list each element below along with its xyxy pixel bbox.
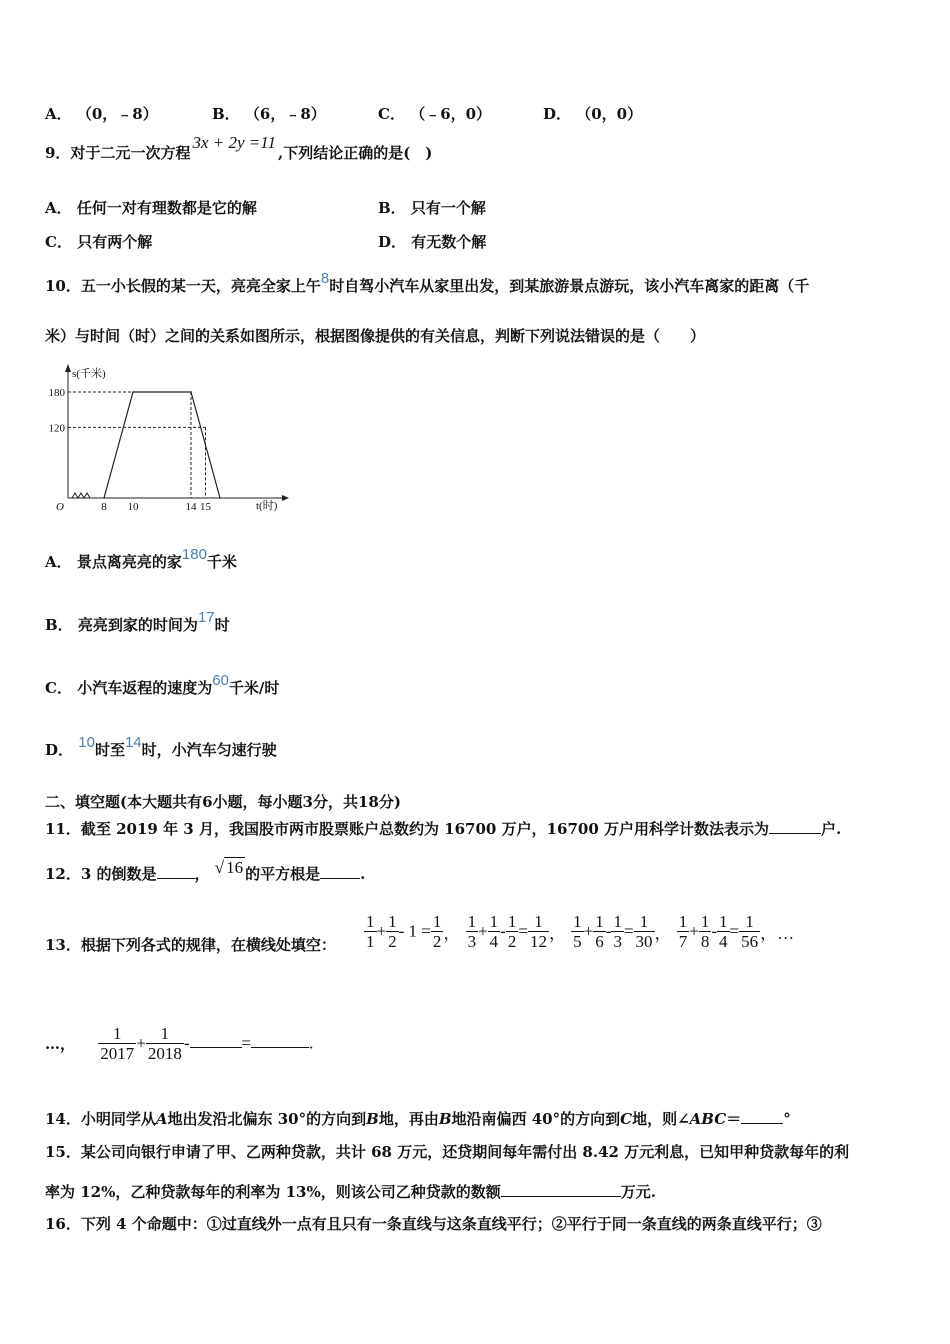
distance-point-1 (132, 391, 134, 393)
x-tick-10: 10 (127, 501, 139, 513)
q13-stem: 13．根据下列各式的规律，在横线处填空： (45, 936, 336, 954)
q12: 12．3 的倒数是 ， √ 16 的平方根是 . (45, 858, 366, 883)
q9-equation: 3x + 2y =11 (192, 133, 276, 152)
q10-option-c: C． 小汽车返程的速度为60千米/时 (45, 672, 280, 697)
q12-blank-1 (157, 862, 195, 879)
distance-series-line (104, 392, 220, 498)
q8-option-b: B． （6，﹣8） (212, 105, 326, 123)
x-tick-14: 14 (185, 501, 197, 513)
x-axis-label: t(时) (256, 500, 278, 512)
q15-line1: 15．某公司向银行申请了甲、乙两种贷款，共计 68 万元，还贷期间每年需付出 8.42 万元利息，已知甲种贷款每年的利 (45, 1143, 850, 1161)
q10-stem-line2: 米）与时间（时）之间的关系如图所示，根据图像提供的有关信息，判断下列说法错误的是（ ） (45, 327, 706, 345)
q8-option-d: D． （0，0） (543, 105, 643, 123)
q9-option-d: D． 有无数个解 (378, 233, 487, 251)
q11: 11．截至 2019 年 3 月，我国股市两市股票账户总数约为 16700 万户，16700 万户用科学计数法表示为 户. (45, 817, 841, 839)
distance-point-3 (219, 497, 221, 499)
q10-stem-line1: 10．五一小长假的某一天，亮亮全家上午8时自驾小汽车从家里出发，到某旅游景点游玩，该小汽车离家的距离（千 (45, 270, 810, 295)
q15-blank (501, 1180, 621, 1197)
x-tick-15: 15 (200, 501, 211, 513)
x-axis-arrow (282, 495, 289, 501)
q13-formulas: $\frac{1}{1}$ + $\frac{1}{2}$ - 1 = $\frac{1}{2}$ ， $\frac{1}{3}$ + $\frac{1}{4}$ - $\frac{1}{2}$ = $\frac{1}{12}$ ， $\frac{1}{5}$ + $\frac{1}{6}$ - $\frac{1}{3}$ = $\frac{1}{30}$ ， $\frac{1}{7}$ + $\frac{1}{8}$ - $\frac{1}{4}$ = $\frac{1}{56}$ ，… (366, 912, 795, 951)
x-tick-8: 8 (101, 501, 107, 513)
q12-sqrt: √ 16 (214, 858, 244, 877)
q12-blank-2 (320, 862, 360, 879)
y-tick-180: 180 (48, 387, 65, 399)
axis-break-zigzag (72, 493, 90, 498)
y-tick-120: 120 (48, 422, 65, 435)
q15-line2: 率为 12%，乙种贷款每年的利率为 13%，则该公司乙种贷款的数额 万元. (45, 1180, 656, 1202)
q16: 16．下列 4 个命题中：①过直线外一点有且只有一条直线与这条直线平行；②平行于同一条直线的两条直线平行；③ (45, 1215, 822, 1233)
q9-option-c: C． 只有两个解 (45, 233, 153, 251)
origin-label: O (56, 501, 64, 513)
q10-option-d: D． 10时至14时，小汽车匀速行驶 (45, 734, 277, 759)
q9-option-b: B． 只有一个解 (378, 199, 486, 217)
q9-option-a: A． 任何一对有理数都是它的解 (45, 199, 257, 217)
y-axis-arrow (65, 364, 71, 372)
q9-stem: 9．对于二元一次方程3x + 2y =11,下列结论正确的是( ) (45, 133, 433, 162)
q14: 14．小明同学从A地出发沿北偏东 30°的方向到B地，再由B地沿南偏西 40°的方向到C地，则∠ABC＝ ° (45, 1107, 791, 1129)
q10-option-b: B． 亮亮到家的时间为17时 (45, 609, 230, 634)
q10-distance-time-graph (44, 362, 294, 520)
q14-blank (741, 1107, 783, 1124)
y-axis-label: s(千米) (72, 368, 106, 380)
q8-option-a: A． （0，﹣8） (45, 105, 158, 123)
q13-line2: …， $\frac{1}{2017}$ + $\frac{1}{2018}$ - = . (45, 1024, 314, 1063)
q13-blank-2 (251, 1031, 309, 1048)
section-2-title: 二、填空题(本大题共有6小题，每小题3分，共18分) (45, 793, 401, 811)
q11-answer-blank (769, 817, 821, 834)
distance-point-2 (190, 391, 192, 393)
distance-point-0 (103, 497, 105, 499)
q13-blank-1 (190, 1031, 242, 1048)
q8-option-c: C． （﹣6，0） (378, 105, 492, 123)
q10-option-a: A． 景点离亮亮的家180千米 (45, 546, 237, 571)
